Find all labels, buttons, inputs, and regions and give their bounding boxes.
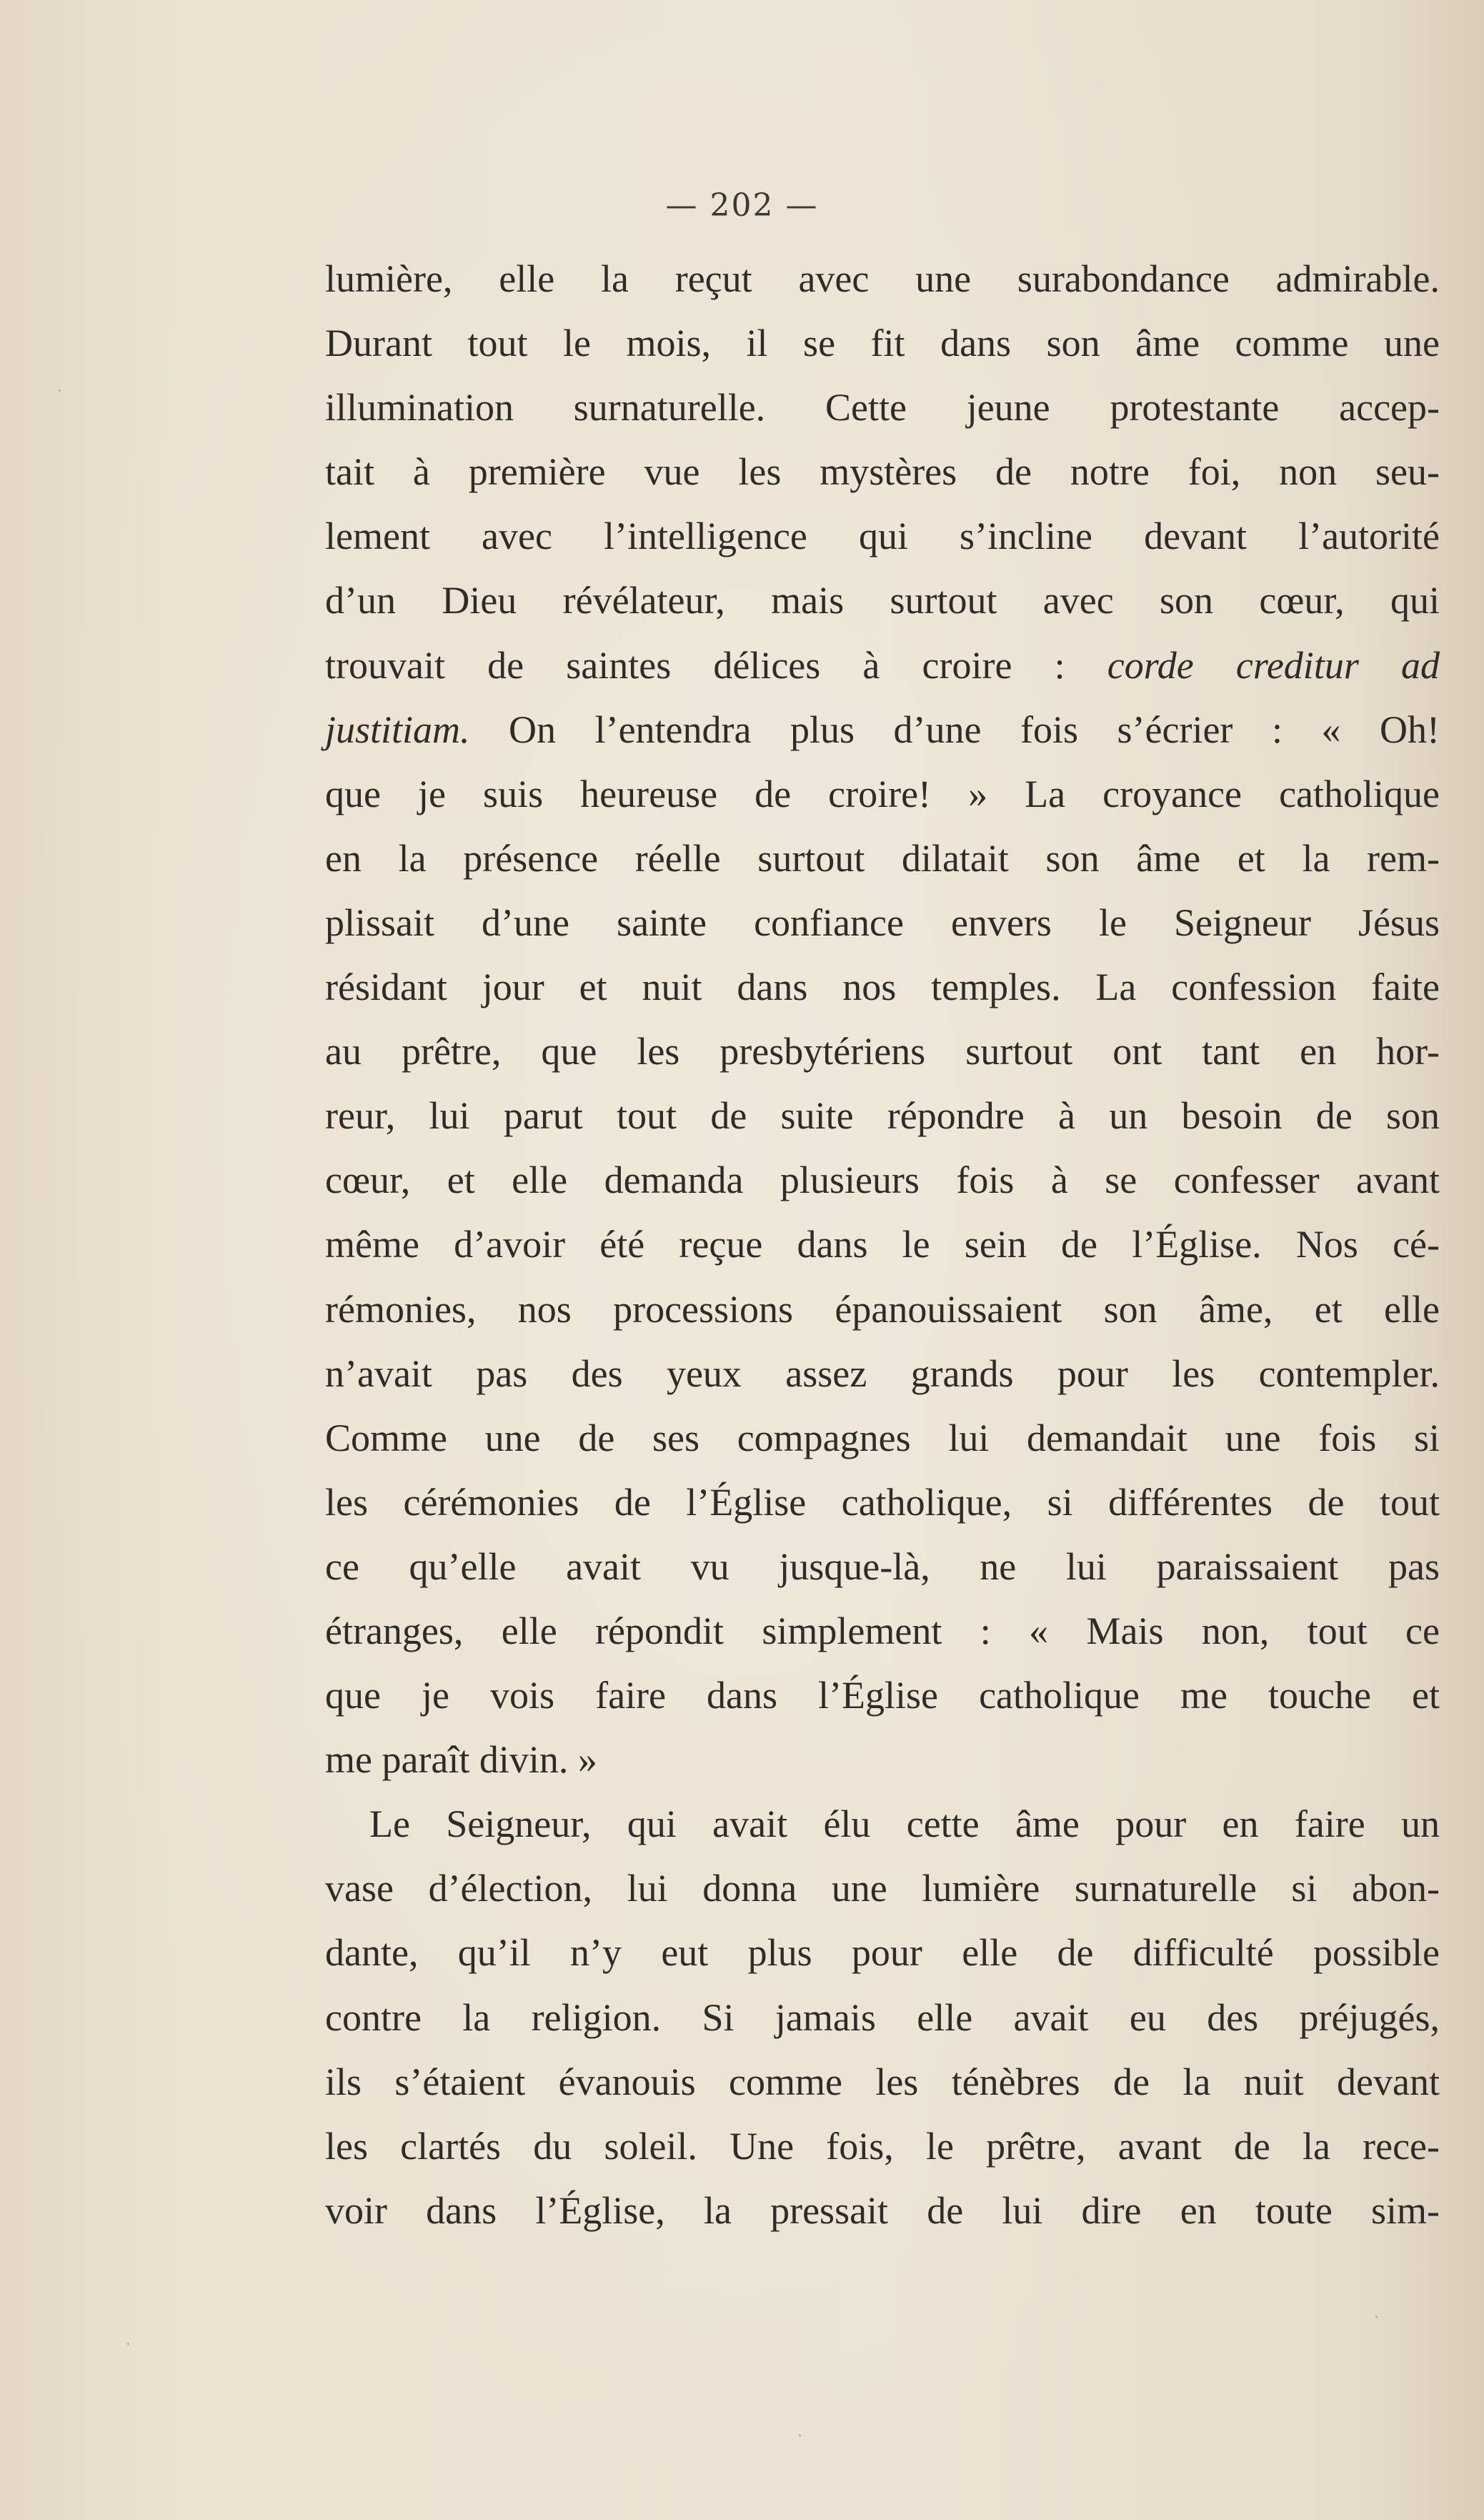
latin-quotation: corde creditur ad bbox=[1107, 643, 1440, 687]
text-line: que je suis heureuse de croire! » La croyance catholique bbox=[325, 772, 1440, 815]
text-line: les cérémonies de l’Église catholique, si différentes de tout bbox=[325, 1480, 1440, 1524]
page-number: — 202 — bbox=[665, 187, 819, 224]
text-line bbox=[325, 633, 1440, 698]
text-line: d’un Dieu révélateur, mais surtout avec son cœur, qui bbox=[325, 579, 1440, 622]
text-line: vase d’élection, lui donna une lumière surnaturelle si abon- bbox=[325, 1867, 1440, 1910]
text-line: illumination surnaturelle. Cette jeune protestante accep- bbox=[325, 386, 1440, 430]
text-line: Durant tout le mois, il se fit dans son âme comme une bbox=[325, 322, 1440, 365]
text-line: dante, qu’il n’y eut plus pour elle de difficulté possible bbox=[325, 1931, 1440, 1975]
paper-speck bbox=[127, 2343, 129, 2345]
text-line: voir dans l’Église, la pressait de lui dire en toute sim- bbox=[325, 2188, 1440, 2232]
text-line: les clartés du soleil. Une fois, le prêtre, avant de la rece- bbox=[325, 2124, 1440, 2168]
text-line: tait à première vue les mystères de notre foi, non seu- bbox=[325, 450, 1440, 494]
text-line: au prêtre, que les presbytériens surtout ont tant en hor- bbox=[325, 1030, 1440, 1073]
text-line: Comme une de ses compagnes lui demandait une fois si bbox=[325, 1416, 1440, 1459]
text-line: que je vois faire dans l’Église catholique me touche et bbox=[325, 1674, 1440, 1717]
text-line: ils s’étaient évanouis comme les ténèbres de la nuit devant bbox=[325, 2060, 1440, 2103]
text-line: Le Seigneur, qui avait élu cette âme pour en faire un bbox=[369, 1802, 1440, 1846]
paper-speck bbox=[59, 390, 61, 392]
text-line: étranges, elle répondit simplement : « Mais non, tout ce bbox=[325, 1609, 1440, 1652]
text-line: n’avait pas des yeux assez grands pour les contempler. bbox=[325, 1351, 1440, 1395]
paper-speck bbox=[799, 2434, 801, 2436]
body-text bbox=[325, 247, 1440, 2243]
text-line: reur, lui parut tout de suite répondre à un besoin de son bbox=[325, 1094, 1440, 1138]
text-line: ce qu’elle avait vu jusque-là, ne lui paraissaient pas bbox=[325, 1544, 1440, 1588]
text-line: contre la religion. Si jamais elle avait eu des préjugés, bbox=[325, 1995, 1440, 2039]
text-line: rémonies, nos processions épanouissaient son âme, et elle bbox=[325, 1287, 1440, 1331]
text-line: cœur, et elle demanda plusieurs fois à se confesser avant bbox=[325, 1159, 1440, 1202]
latin-quotation: justitiam. bbox=[325, 708, 470, 751]
text-line bbox=[325, 698, 1440, 762]
text-line: en la présence réelle surtout dilatait son âme et la rem- bbox=[325, 836, 1440, 880]
text-line: plissait d’une sainte confiance envers le Seigneur Jésus bbox=[325, 901, 1440, 944]
text-line: résidant jour et nuit dans nos temples. La confession faite bbox=[325, 966, 1440, 1009]
text-line: lement avec l’intelligence qui s’incline devant l’autorité bbox=[325, 515, 1440, 558]
text-line: même d’avoir été reçue dans le sein de l’Église. Nos cé- bbox=[325, 1223, 1440, 1266]
text-line: lumière, elle la reçut avec une surabondance admirable. bbox=[325, 257, 1440, 300]
text-line: me paraît divin. » bbox=[325, 1738, 597, 1782]
text-segment: On l’entendra plus d’une fois s’écrier : « Oh! bbox=[469, 708, 1440, 751]
paper-speck bbox=[1375, 2316, 1378, 2318]
text-segment: trouvait de saintes délices à croire : bbox=[325, 643, 1107, 687]
